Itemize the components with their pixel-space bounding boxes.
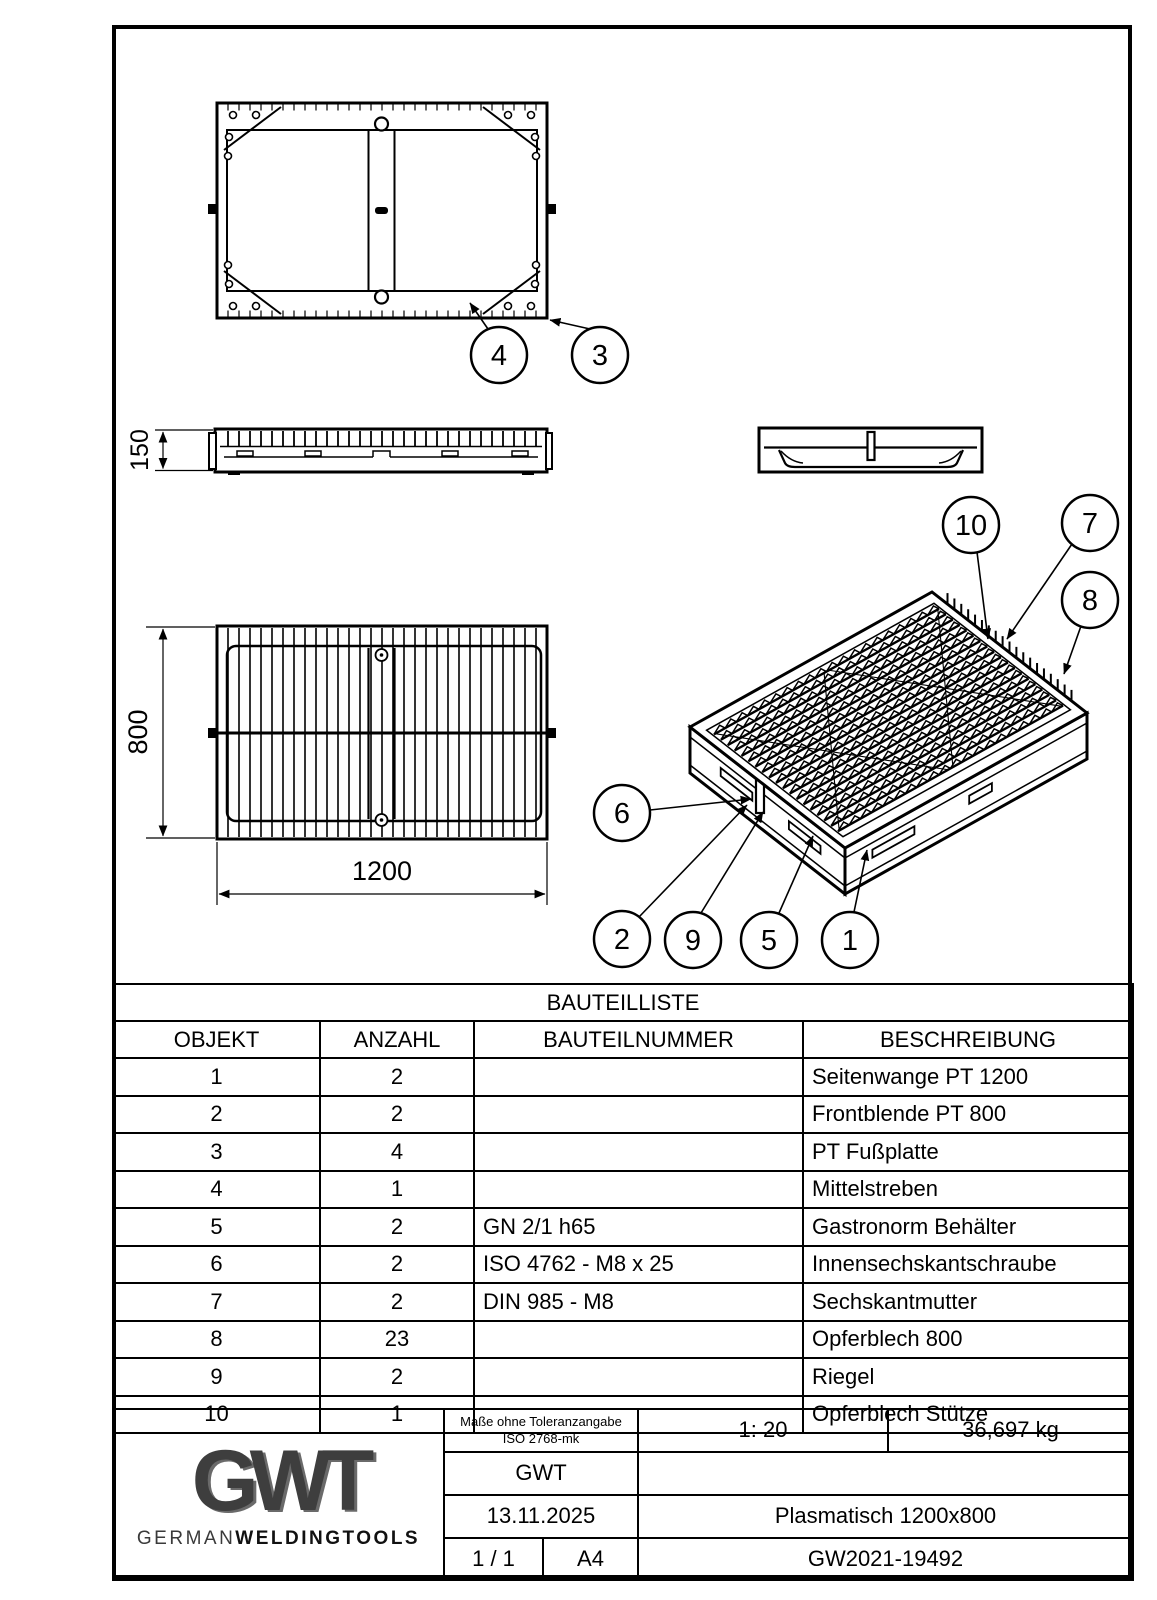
- table-row: [113, 1246, 1133, 1284]
- table-row: [113, 1096, 1133, 1134]
- cell-objekt: 7: [113, 1283, 320, 1321]
- cell-bauteilnummer: [474, 1171, 803, 1209]
- weight-value: 36,697 kg: [888, 1409, 1133, 1452]
- table-row: [113, 1283, 1133, 1321]
- cell-beschreibung: Innensechskantschraube: [803, 1246, 1133, 1284]
- cell-bauteilnummer: [474, 1358, 803, 1396]
- cell-bauteilnummer: ISO 4762 - M8 x 25: [474, 1246, 803, 1284]
- svg-text:5: 5: [760, 925, 778, 957]
- table-row: [113, 1133, 1133, 1171]
- isometric-view: [690, 592, 1087, 894]
- dimension-150: [126, 429, 213, 471]
- cell-bauteilnummer: [474, 1321, 803, 1359]
- table-row: [113, 1058, 1133, 1096]
- svg-text:6: 6: [613, 798, 631, 830]
- side-view: [209, 429, 552, 475]
- balloon-8: [1062, 572, 1118, 628]
- drawing-title: Plasmatisch 1200x800: [638, 1495, 1133, 1538]
- cell-anzahl: 1: [320, 1396, 474, 1434]
- svg-text:3: 3: [591, 340, 609, 372]
- cell-bauteilnummer: GN 2/1 h65: [474, 1208, 803, 1246]
- col-header-objekt: OBJEKT: [113, 1021, 320, 1058]
- dimension-1200: [217, 842, 547, 905]
- cell-beschreibung: Mittelstreben: [803, 1171, 1133, 1209]
- cell-beschreibung: Sechskantmutter: [803, 1283, 1133, 1321]
- balloon-2: [594, 911, 650, 967]
- col-header-bauteilnummer: BAUTEILNUMMER: [474, 1021, 803, 1058]
- paper-format: A4: [543, 1538, 638, 1580]
- cell-bauteilnummer: [474, 1058, 803, 1096]
- cell-objekt: 6: [113, 1246, 320, 1284]
- cell-bauteilnummer: [474, 1133, 803, 1171]
- tolerance-note: Maße ohne Toleranzangabe ISO 2768-mk: [444, 1409, 638, 1452]
- company-name: GWT: [444, 1452, 638, 1495]
- balloon-4: [471, 327, 527, 383]
- logo-wordmark: GERMANWELDINGTOOLS: [136, 1527, 421, 1549]
- cell-beschreibung: PT Fußplatte: [803, 1133, 1133, 1171]
- svg-text:7: 7: [1081, 508, 1099, 540]
- cell-beschreibung: Riegel: [803, 1358, 1133, 1396]
- cell-beschreibung: Opferblech 800: [803, 1321, 1133, 1359]
- balloon-6: [594, 785, 650, 841]
- parts-list-header-row: [113, 1021, 1133, 1058]
- cell-beschreibung: Opferblech Stütze: [803, 1396, 1133, 1434]
- empty-cell: [638, 1452, 1133, 1495]
- svg-text:4: 4: [490, 340, 508, 372]
- logo-gwt-text: GWT: [191, 1433, 366, 1530]
- parts-list-title: BAUTEILLISTE: [113, 984, 1133, 1021]
- cell-objekt: 1: [113, 1058, 320, 1096]
- title-block: [112, 1408, 1134, 1581]
- balloon-callouts: [470, 303, 1118, 968]
- end-view: [759, 428, 982, 472]
- svg-text:10: 10: [954, 510, 988, 542]
- cell-anzahl: 23: [320, 1321, 474, 1359]
- parts-list-table: [112, 983, 1134, 1434]
- date-value: 13.11.2025: [444, 1495, 638, 1538]
- table-row: [113, 1171, 1133, 1209]
- cell-objekt: 4: [113, 1171, 320, 1209]
- table-row: [113, 1358, 1133, 1396]
- cell-beschreibung: Gastronorm Behälter: [803, 1208, 1133, 1246]
- cell-objekt: 3: [113, 1133, 320, 1171]
- balloon-5: [741, 912, 797, 968]
- svg-text:1: 1: [841, 925, 859, 957]
- cell-beschreibung: Frontblende PT 800: [803, 1096, 1133, 1134]
- col-header-anzahl: ANZAHL: [320, 1021, 474, 1058]
- svg-text:2: 2: [613, 924, 631, 956]
- dim-150-label: 150: [126, 429, 154, 471]
- cell-anzahl: 2: [320, 1246, 474, 1284]
- balloon-10: [943, 497, 999, 553]
- cell-objekt: 9: [113, 1358, 320, 1396]
- dim-800-label: 800: [123, 709, 153, 755]
- svg-text:9: 9: [684, 925, 702, 957]
- balloon-7: [1062, 495, 1118, 551]
- slat-teeth: [228, 431, 536, 447]
- cell-bauteilnummer: DIN 985 - M8: [474, 1283, 803, 1321]
- cell-anzahl: 4: [320, 1133, 474, 1171]
- svg-text:8: 8: [1081, 585, 1099, 617]
- col-header-beschreibung: BESCHREIBUNG: [803, 1021, 1133, 1058]
- cell-objekt: 8: [113, 1321, 320, 1359]
- cell-anzahl: 2: [320, 1358, 474, 1396]
- top-view: [208, 103, 556, 318]
- table-row: [113, 1208, 1133, 1246]
- dim-1200-label: 1200: [351, 856, 413, 886]
- table-row: [113, 1321, 1133, 1359]
- cell-anzahl: 2: [320, 1058, 474, 1096]
- cell-anzahl: 2: [320, 1283, 474, 1321]
- dimension-800: [123, 627, 215, 838]
- cell-objekt: 5: [113, 1208, 320, 1246]
- cell-beschreibung: Seitenwange PT 1200: [803, 1058, 1133, 1096]
- company-logo: [113, 1409, 444, 1580]
- drawing-number: GW2021-19492: [638, 1538, 1133, 1580]
- balloon-1: [822, 912, 878, 968]
- balloon-9: [665, 912, 721, 968]
- sheet-number: 1 / 1: [444, 1538, 543, 1580]
- cell-anzahl: 2: [320, 1096, 474, 1134]
- cell-anzahl: 2: [320, 1208, 474, 1246]
- scale-value: 1: 20: [638, 1409, 888, 1452]
- cell-bauteilnummer: [474, 1096, 803, 1134]
- cell-anzahl: 1: [320, 1171, 474, 1209]
- front-view: [208, 626, 556, 839]
- balloon-3: [572, 327, 628, 383]
- cell-objekt: 2: [113, 1096, 320, 1134]
- cell-objekt: 10: [113, 1396, 320, 1434]
